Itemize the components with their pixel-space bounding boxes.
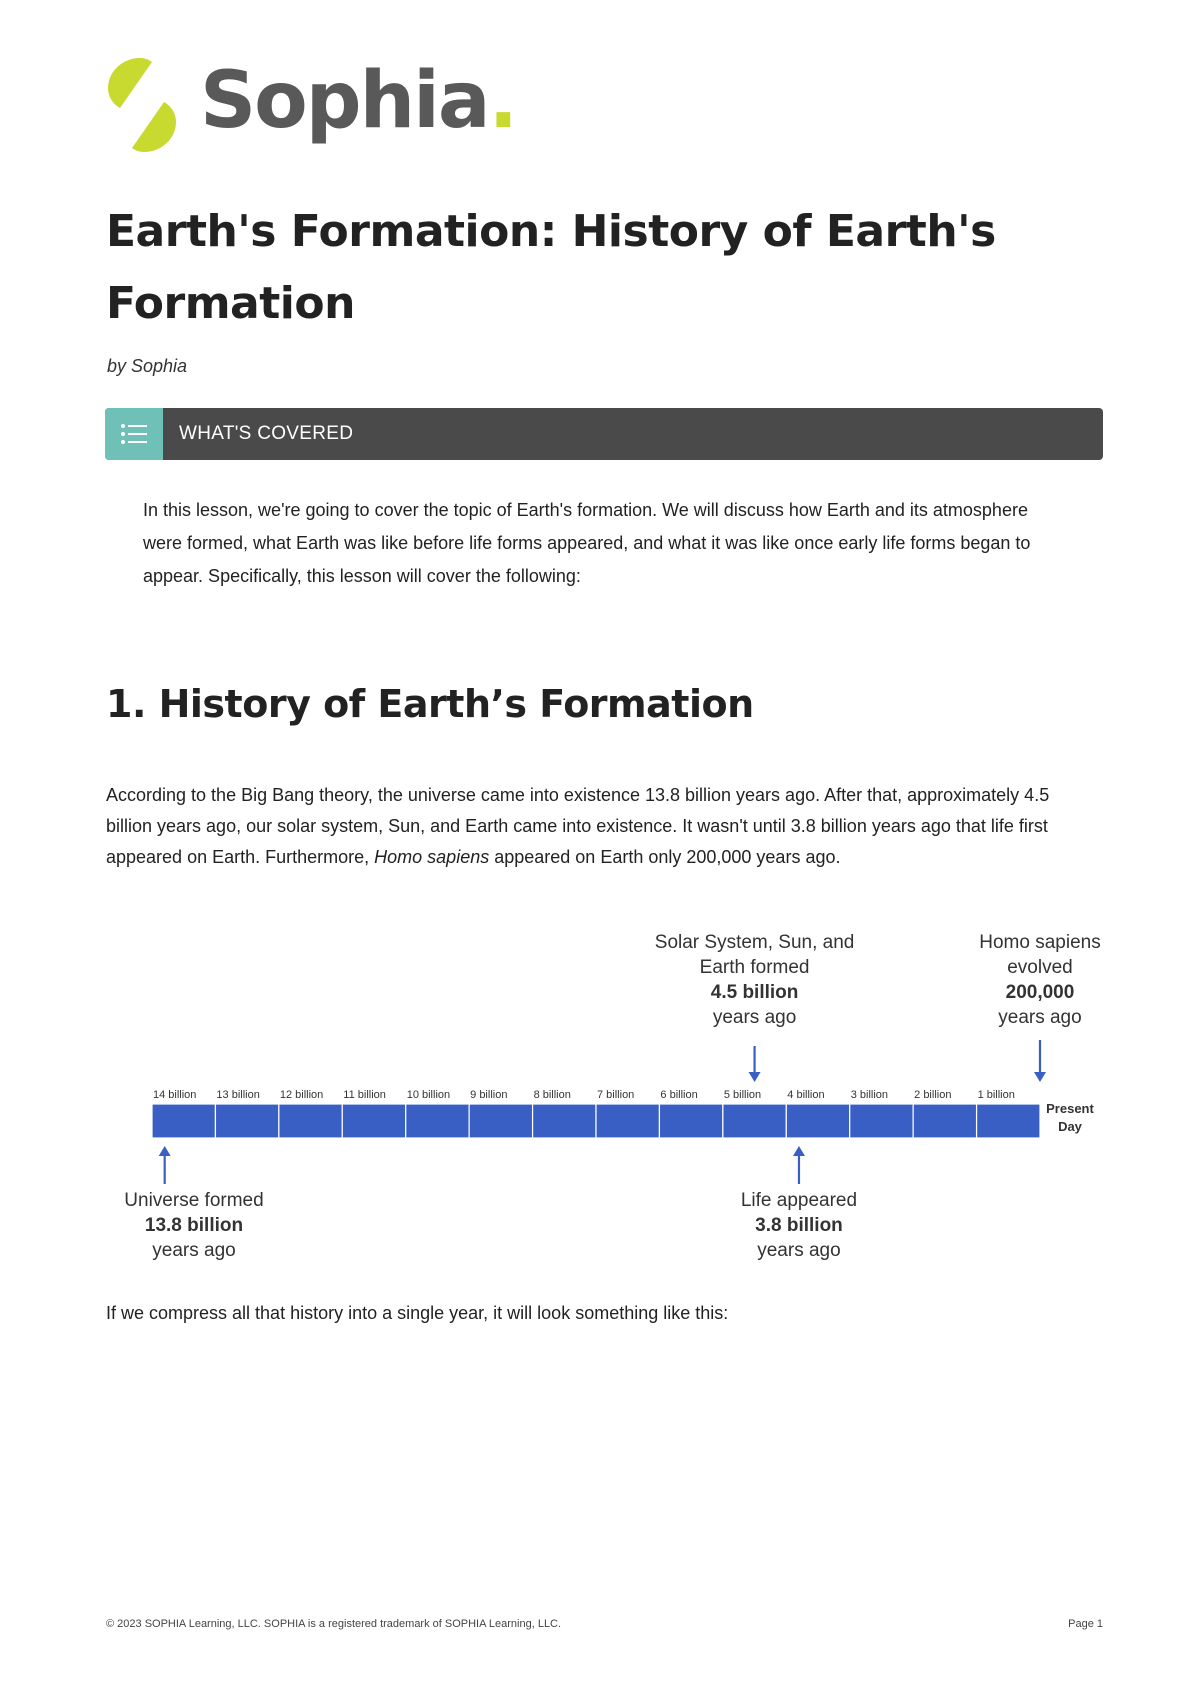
brand-wordmark: Sophia. [200, 56, 517, 146]
whats-covered-label: WHAT'S COVERED [179, 423, 354, 444]
event-label-line: Life appeared [740, 1190, 858, 1211]
timeline-tick-label: 14 billion [153, 1089, 197, 1101]
footer-page-number: Page 1 [1068, 1618, 1103, 1630]
timeline-tick-label: 10 billion [406, 1089, 451, 1101]
section-heading: 1. History of Earth’s Formation [106, 682, 754, 726]
timeline-segment [342, 1104, 405, 1138]
timeline-tick-label: 1 billion [977, 1089, 1015, 1101]
timeline-segment [533, 1104, 596, 1138]
event-arrow-head [793, 1146, 805, 1156]
event-label-line: years ago [712, 1007, 797, 1028]
timeline-segment [850, 1104, 913, 1138]
event-label-line: Solar System, Sun, and [654, 932, 855, 953]
present-day-label-line2: Day [1058, 1119, 1082, 1134]
timeline-tick-label: 12 billion [279, 1089, 324, 1101]
timeline-segment [723, 1104, 786, 1138]
timeline-segment [977, 1104, 1040, 1138]
list-icon [105, 408, 163, 460]
event-label-line: 13.8 billion [144, 1215, 244, 1236]
timeline-segment [406, 1104, 469, 1138]
event-label-line: years ago [152, 1240, 236, 1261]
species-name: Homo sapiens [374, 847, 490, 867]
event-arrow-head [1034, 1072, 1046, 1082]
sophia-s-logo-icon [104, 56, 180, 154]
event-label-line: 4.5 billion [710, 982, 799, 1003]
timeline-tick-label: 8 billion [533, 1089, 571, 1101]
timeline-segment [659, 1104, 722, 1138]
timeline-event-solar [655, 932, 855, 1082]
timeline-segment [215, 1104, 278, 1138]
event-label-line: Homo sapiens [979, 932, 1101, 953]
section-paragraph-2: If we compress all that history into a single year, it will look something like this: [106, 1303, 729, 1323]
timeline-tick-label: 4 billion [787, 1089, 825, 1101]
timeline-tick-label: 9 billion [470, 1089, 508, 1101]
page-title-line2: Formation [106, 278, 355, 329]
brand-period: . [488, 56, 517, 146]
timeline-tick-label: 13 billion [216, 1089, 260, 1101]
byline: by Sophia [107, 356, 188, 376]
section-paragraph: According to the Big Bang theory, the universe came into existence 13.8 billion years ago. After that, approximately 4.5 billion years ago, our solar system, Sun, and Earth came into existence. It wasn't until 3.8 billion years ago that life first appeared on Earth. Furthermore, Homo sapiens appeared on Earth only 200,000 years ago. [106, 785, 1050, 867]
event-label-line: evolved [1007, 957, 1073, 978]
event-label-line: Universe formed [124, 1190, 264, 1211]
timeline-event-universe [124, 1146, 263, 1261]
timeline-tick-label: 5 billion [723, 1089, 762, 1101]
timeline-segment [279, 1104, 342, 1138]
timeline-segment [152, 1104, 215, 1138]
timeline-tick-label: 11 billion [343, 1089, 386, 1101]
whats-covered-banner [105, 408, 1103, 460]
event-label-line: 3.8 billion [755, 1215, 843, 1236]
timeline-event-homo [979, 932, 1100, 1082]
event-label-line: years ago [998, 1007, 1082, 1028]
event-label-line: years ago [757, 1240, 841, 1261]
timeline-tick-label: 3 billion [850, 1089, 889, 1101]
timeline-tick-label: 7 billion [597, 1089, 635, 1101]
event-arrow-head [749, 1072, 761, 1082]
timeline-segment [913, 1104, 976, 1138]
timeline-tick-label: 6 billion [660, 1089, 698, 1101]
present-day-label-line1: Present [1046, 1101, 1094, 1116]
event-label-line: Earth formed [699, 957, 810, 978]
timeline-segment [786, 1104, 849, 1138]
whats-covered-text: In this lesson, we're going to cover the topic of Earth's formation. We will discuss how Earth and its atmosphere were formed, what Earth was like before life forms appeared, and what it was like once early life forms began to appear. Specifically, this lesson will cover the following: [143, 500, 1031, 586]
footer-copyright: © 2023 SOPHIA Learning, LLC. SOPHIA is a registered trademark of SOPHIA Learning, LLC. [106, 1618, 562, 1630]
page-title [106, 196, 1106, 340]
page-title-line1: Earth's Formation: History of Earth's [106, 206, 996, 257]
event-label-line: 200,000 [1005, 982, 1075, 1003]
event-arrow-head [159, 1146, 171, 1156]
sophia-logo [104, 56, 516, 154]
timeline-segment [596, 1104, 659, 1138]
timeline-event-life [741, 1146, 857, 1261]
timeline-tick-label: 2 billion [914, 1089, 952, 1101]
timeline-segment [469, 1104, 532, 1138]
